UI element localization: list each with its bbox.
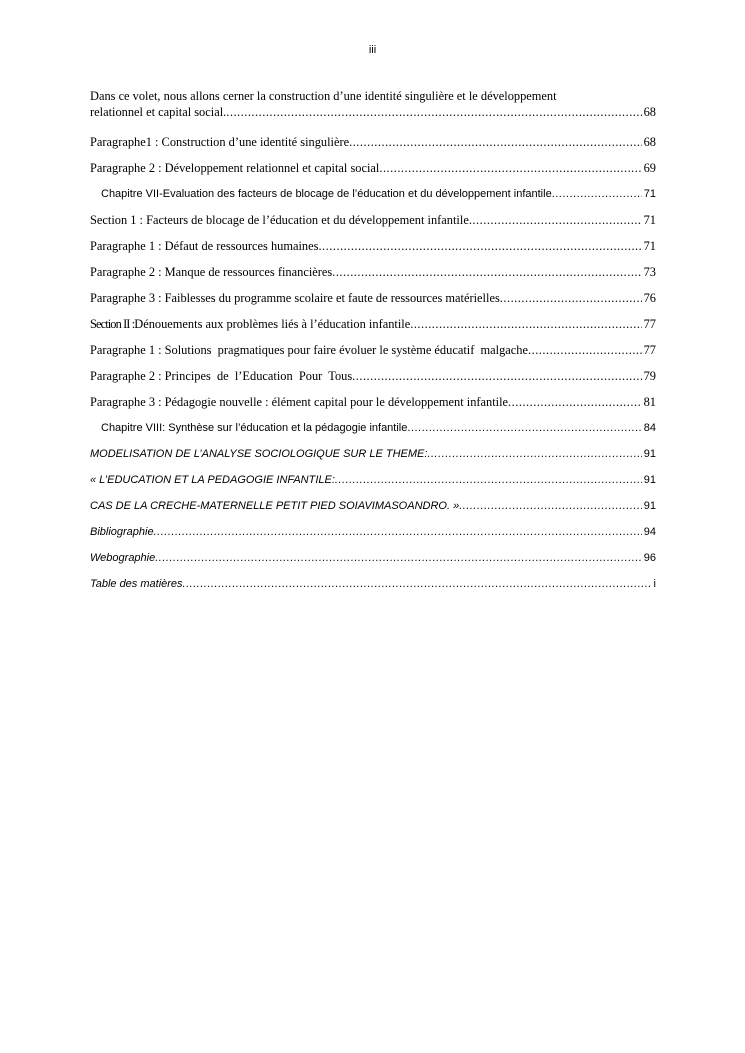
dot-leader bbox=[469, 212, 642, 228]
toc-entry-page: 76 bbox=[643, 291, 656, 305]
toc-entry-title: Bibliographie bbox=[90, 526, 154, 538]
toc-entry-title: Paragraphe 2 : Manque de ressources financières bbox=[90, 265, 333, 279]
toc-entry-page: 91 bbox=[643, 474, 656, 486]
toc-entry[interactable] bbox=[90, 368, 656, 394]
toc-entry-chapter[interactable] bbox=[90, 420, 656, 446]
toc-entry[interactable] bbox=[90, 446, 656, 472]
toc-entry-page: 81 bbox=[643, 395, 656, 409]
toc-entry[interactable] bbox=[90, 576, 656, 602]
toc-entry-title: Chapitre VIII: Synthèse sur l’éducation et la pédagogie infantile bbox=[101, 422, 408, 434]
dot-leader bbox=[349, 134, 642, 150]
dot-leader bbox=[427, 446, 641, 462]
table-of-contents bbox=[90, 88, 656, 602]
dot-leader bbox=[528, 342, 642, 358]
toc-entry-title: Paragraphe 3 : Faiblesses du programme scolaire et faute de ressources matérielles bbox=[90, 291, 500, 305]
toc-entry-chapter[interactable] bbox=[90, 186, 656, 212]
toc-entry[interactable] bbox=[90, 212, 656, 238]
dot-leader bbox=[508, 394, 642, 410]
toc-entry-title: CAS DE LA CRECHE-MATERNELLE PETIT PIED SOIAVIMASOANDRO. » bbox=[90, 500, 460, 512]
toc-entry-title bbox=[90, 316, 410, 332]
toc-entry-title: MODELISATION DE L’ANALYSE SOCIOLOGIQUE SUR LE THEME: bbox=[90, 448, 428, 460]
toc-entry-title: Paragraphe 2 : Développement relationnel et capital social bbox=[90, 161, 380, 175]
dot-leader bbox=[226, 104, 641, 120]
toc-entry-page: 71 bbox=[643, 213, 656, 227]
toc-entry-title: Chapitre VII-Evaluation des facteurs de blocage de l’éducation et du développement infantile bbox=[101, 188, 552, 200]
toc-entry-title: relationnel et capital social. bbox=[90, 105, 227, 119]
dot-leader bbox=[459, 498, 642, 514]
toc-entry[interactable] bbox=[90, 498, 656, 524]
dot-leader bbox=[335, 472, 642, 488]
toc-entry-section[interactable] bbox=[90, 316, 656, 342]
toc-entry[interactable] bbox=[90, 342, 656, 368]
toc-entry-page: 94 bbox=[643, 526, 656, 538]
toc-entry-page: 69 bbox=[643, 161, 656, 175]
dot-leader bbox=[318, 238, 641, 254]
toc-entry-page: 91 bbox=[643, 500, 656, 512]
toc-entry-title: Paragraphe1 : Construction d’une identité singulière bbox=[90, 135, 350, 149]
toc-entry-page: 73 bbox=[643, 265, 656, 279]
dot-leader bbox=[500, 290, 642, 306]
dot-leader bbox=[552, 186, 642, 202]
toc-entry-title: Paragraphe 1 : Défaut de ressources humaines bbox=[90, 239, 319, 253]
toc-entry[interactable] bbox=[90, 160, 656, 186]
toc-entry-page: 68 bbox=[643, 105, 656, 119]
toc-entry[interactable] bbox=[90, 472, 656, 498]
toc-entry-page: 71 bbox=[643, 188, 656, 200]
dot-leader bbox=[379, 160, 641, 176]
dot-leader bbox=[155, 550, 642, 566]
toc-entry-title: Paragraphe 3 : Pédagogie nouvelle : élément capital pour le développement infantile bbox=[90, 395, 509, 409]
dot-leader bbox=[407, 420, 641, 436]
dot-leader bbox=[352, 368, 641, 384]
toc-entry-page: 77 bbox=[643, 343, 656, 357]
toc-entry-title: Webographie bbox=[90, 552, 156, 564]
section-title-rest: Dénouements aux problèmes liés à l’éducation infantile bbox=[134, 317, 411, 331]
page-number: iii bbox=[368, 44, 377, 56]
toc-entry[interactable] bbox=[90, 550, 656, 576]
toc-entry-page: 77 bbox=[643, 317, 656, 331]
toc-entry-page: 84 bbox=[643, 422, 656, 434]
toc-entry[interactable] bbox=[90, 134, 656, 160]
toc-entry-page: 96 bbox=[643, 552, 656, 564]
toc-entry[interactable] bbox=[90, 290, 656, 316]
dot-leader bbox=[183, 576, 652, 592]
toc-entry-title: Section 1 : Facteurs de blocage de l’éducation et du développement infantile bbox=[90, 213, 469, 227]
toc-entry-page: 68 bbox=[643, 135, 656, 149]
toc-entry-title: « L’EDUCATION ET LA PEDAGOGIE INFANTILE: bbox=[90, 474, 335, 486]
toc-entry[interactable] bbox=[90, 524, 656, 550]
dot-leader bbox=[410, 316, 641, 332]
toc-entry-title-line1: Dans ce volet, nous allons cerner la construction d’une identité singulière et le développement bbox=[90, 89, 557, 103]
toc-entry-page: 91 bbox=[643, 448, 656, 460]
toc-entry-page: 79 bbox=[643, 369, 656, 383]
dot-leader bbox=[154, 524, 642, 540]
toc-entry[interactable] bbox=[90, 394, 656, 420]
section-prefix: Section II : bbox=[90, 317, 135, 331]
toc-entry-page: 71 bbox=[643, 239, 656, 253]
toc-entry-page: i bbox=[653, 578, 656, 590]
toc-entry-title: Table des matières bbox=[90, 578, 183, 590]
toc-entry[interactable] bbox=[90, 238, 656, 264]
toc-entry-title: Paragraphe 2 : Principes de l’Education Pour Tous bbox=[90, 369, 353, 383]
toc-entry[interactable] bbox=[90, 88, 656, 130]
toc-entry[interactable] bbox=[90, 264, 656, 290]
dot-leader bbox=[332, 264, 641, 280]
toc-entry-title: Paragraphe 1 : Solutions pragmatiques pour faire évoluer le système éducatif malgache bbox=[90, 343, 528, 357]
